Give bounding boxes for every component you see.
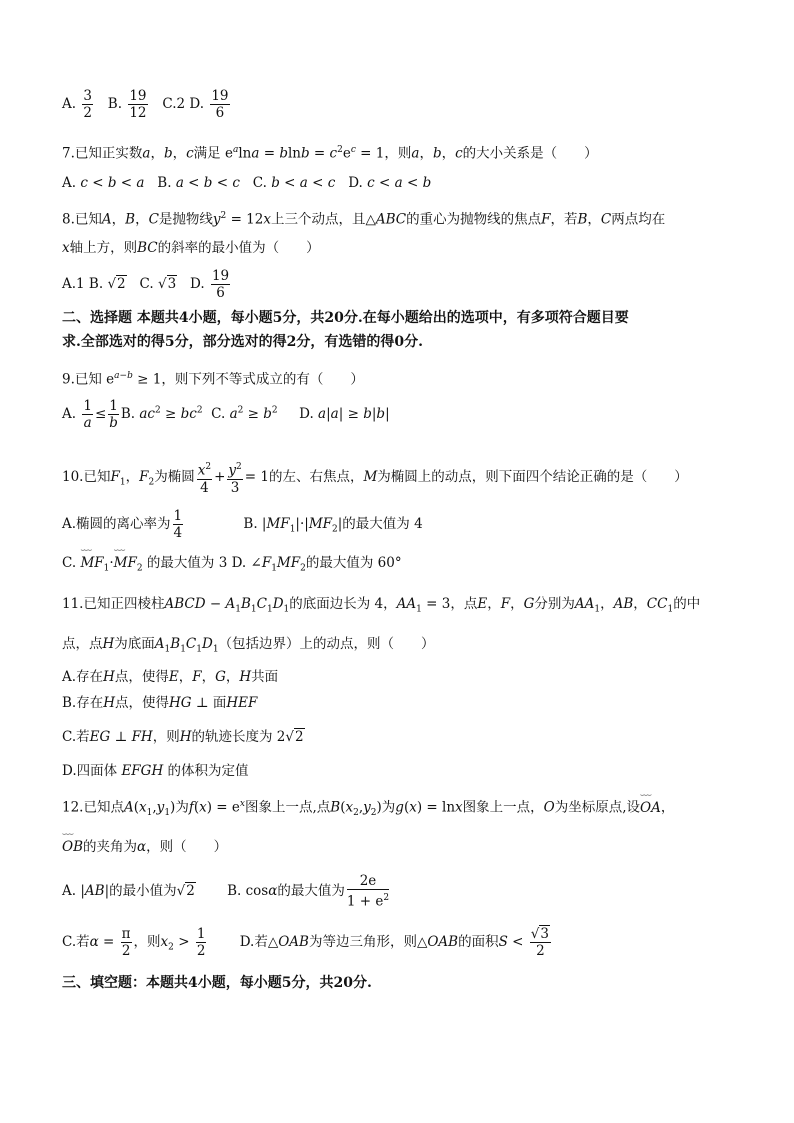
q11-option-a: A.存在H点，使得E，F，G，H共面	[62, 669, 279, 685]
q10-stem: 10.已知$F_1$，$F_2$为椭圆 $\frac{x^2}{4}$ + $\frac{y^2}{3}$ = 1的左、右焦点，M为椭圆上的动点，则下面四个结论正确的是（ ）	[62, 459, 752, 496]
section2-heading-line1: 二、选择题 本题共4小题，每小题5分，共20分.在每小题给出的选项中，有多项符合题目要	[62, 310, 629, 326]
q8-options: A.1 B. √2 C. √3 D. $\frac{19}{6}$	[62, 268, 230, 301]
q8-stem-line1: 8.已知A，B，C是抛物线$y^2 = 12x$上三个动点，且△ABC的重心为抛物线的焦点F，若B，C两点均在	[62, 211, 666, 228]
q7-stem: 7.已知正实数a，b，c满足 $e^a\ln a = blnb = c^2e^c = 1$，则a，b，c的大小关系是（ ）	[62, 145, 598, 162]
section3-heading: 三、填空题：本题共4小题，每小题5分，共20分.	[62, 975, 372, 991]
q12-options-ab: A. |AB|的最小值为√2 B. cosα的最大值为 $\frac{2e}{1 + e^2}$	[62, 873, 390, 910]
q10-options-cd: C. ⌣⌣⌣ $MF_1\cdot⌣⌣⌣$ $MF_2$ 的最大值为 3 D. $\angle F_1MF_2$的最大值为 60°	[62, 554, 752, 578]
q9-stem: 9.已知 $e^{a-b} \ge 1$，则下列不等式成立的有（ ）	[62, 371, 364, 388]
q11-option-c: C.若EG ⊥ FH，则H的轨迹长度为 2√2	[62, 729, 304, 745]
q8-stem-line2: x轴上方，则BC的斜率的最小值为（ ）	[62, 240, 320, 256]
q11-option-b: B.存在H点，使得HG ⊥ 面HEF	[62, 695, 258, 711]
q12-stem-line1: 12.已知点$A(x_1,y_1)$为$f(x) = e^x$图象上一点,点$B(x_2,y_2)$为g(x) = lnx图象上一点，O为坐标原点,设⌣⌣⌣ OA，	[62, 795, 752, 822]
section2-heading-line2: 求.全部选对的得5分，部分选对的得2分，有选错的得0分.	[62, 334, 423, 350]
q11-stem-line2: 点，点H为底面$A_1B_1C_1D_1$（包括边界）上的动点，则（ ）	[62, 636, 435, 655]
q9-options: A. $\frac{1}{a}$ ≤ $\frac{1}{b}$ B. $ac^2 \ge bc^2$ C. $a^2 \ge b^2$ D. a|a| ≥ b|b|	[62, 398, 390, 431]
q11-stem-line1: 11.已知正四棱柱ABCD − $A_1B_1C_1D_1$的底面边长为 4，$AA_1 = 3$，点E，F，G分别为$AA_1$，AB，$CC_1$的中	[62, 596, 701, 615]
q6-options: A. $\frac{3}{2}$ B. $\frac{19}{12}$ C.2 D. $\frac{19}{6}$	[62, 88, 229, 121]
q11-option-d: D.四面体 EFGH 的体积为定值	[62, 763, 249, 779]
q7-options: A. c < b < a B. a < b < c C. b < a < c D. c < a < b	[62, 175, 432, 191]
q12-stem-line2: ⌣⌣⌣ OB的夹角为α，则（ ）	[62, 838, 752, 856]
q12-options-cd: C.若α = $\frac{\pi}{2}$ ，则$x_2$ > $\frac{1}{2}$ D.若△OAB为等边三角形，则△OAB的面积S < $\frac{√3}{2}$	[62, 926, 549, 959]
q10-options-ab: A.椭圆的离心率为 $\frac{1}{4}$ B. $|MF_1|\cdot|MF_2|$的最大值为 4	[62, 508, 423, 541]
